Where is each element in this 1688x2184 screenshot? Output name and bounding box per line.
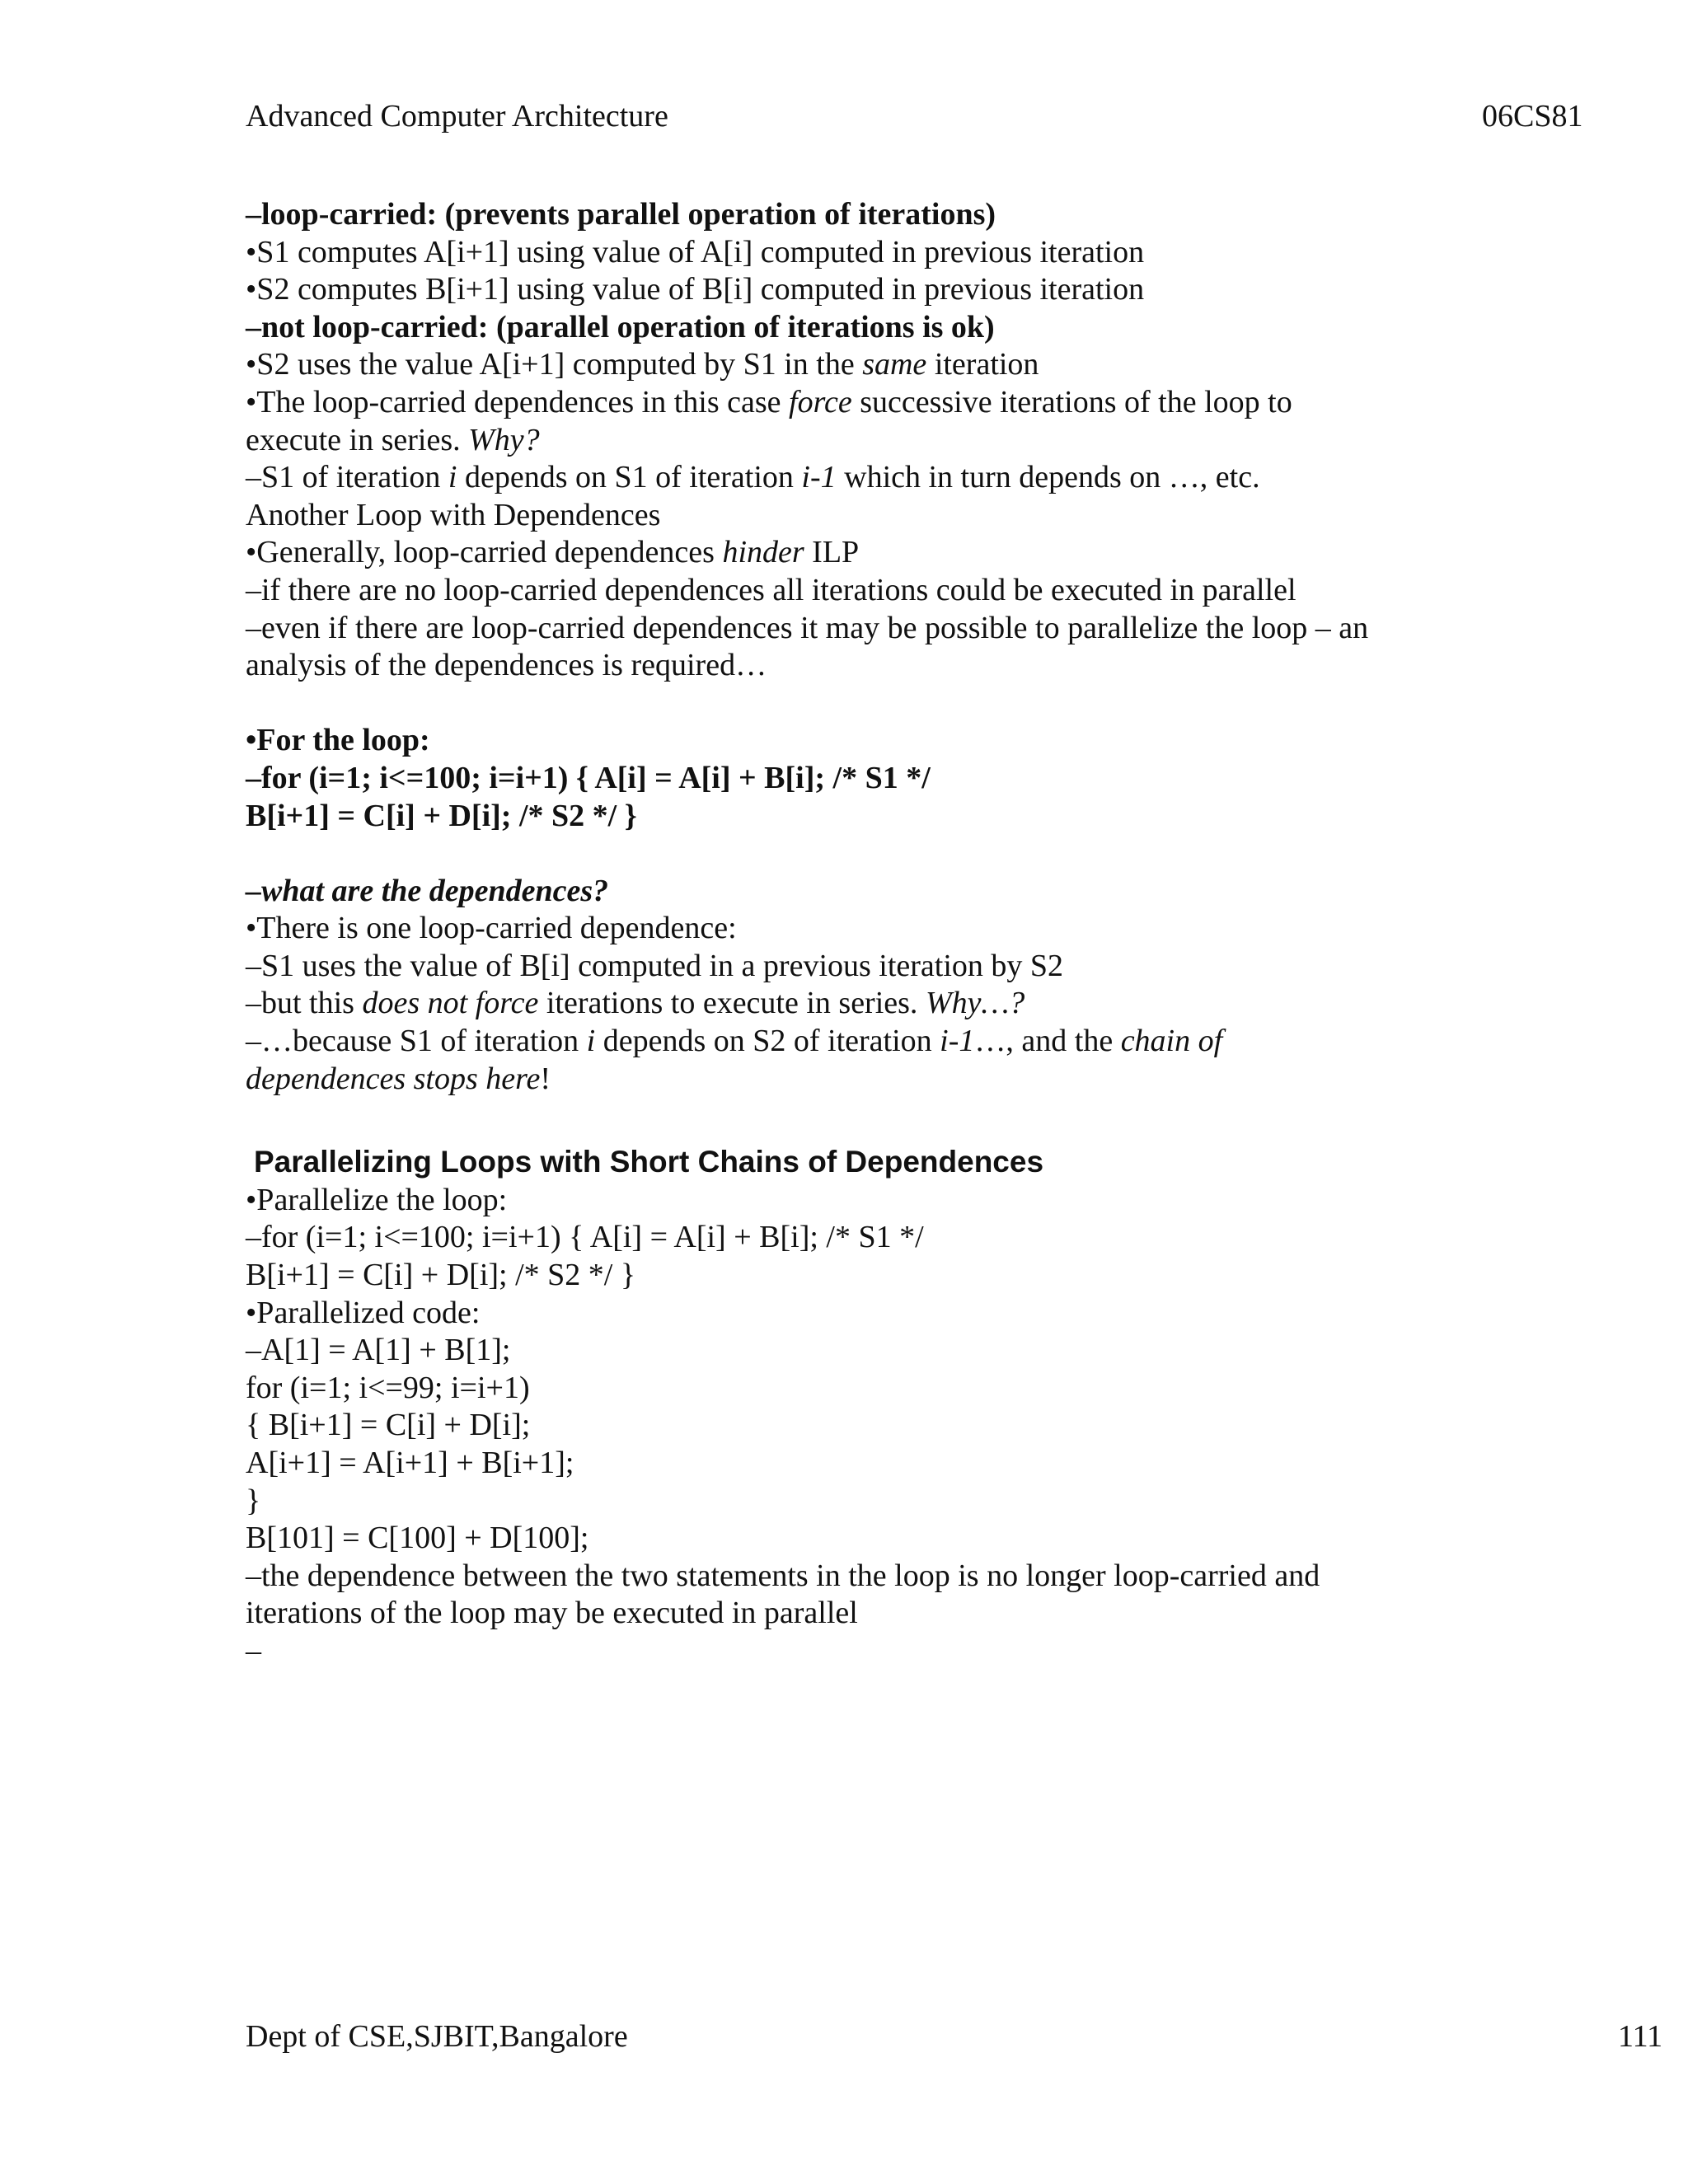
code-line: for (i=1; i<=99; i=i+1) [246,1370,530,1405]
text-line: •S1 computes A[i+1] using value of A[i] computed in previous iteration [246,234,1145,269]
text-line: –loop-carried: (prevents parallel operation of iterations) [246,197,996,232]
code-line: B[i+1] = C[i] + D[i]; /* S2 */ } [246,1258,636,1293]
text-line: –…because S1 of iteration i depends on S2 of iteration i-1…, and the chain of [246,1024,1223,1059]
page-number: 111 [1618,2019,1663,2054]
blank-line [246,1098,1449,1136]
text-line: •Parallelize the loop: [246,1182,508,1217]
text-line: •There is one loop-carried dependence: [246,911,737,946]
text-line: –even if there are loop-carried dependences it may be possible to parallelize the loop – an [246,610,1369,645]
text-line: – [246,1633,261,1668]
text-line: –what are the dependences? [246,873,609,908]
text-line: –S1 uses the value of B[i] computed in a previous iteration by S2 [246,948,1064,983]
code-line: –for (i=1; i<=100; i=i+1) { A[i] = A[i] + B[i]; /* S1 */ [246,760,931,795]
code-line: –for (i=1; i<=100; i=i+1) { A[i] = A[i] + B[i]; /* S1 */ [246,1220,924,1255]
text-line: execute in series. Why? [246,422,540,457]
page-body [246,196,1449,1671]
text-line: –not loop-carried: (parallel operation of iterations is ok) [246,309,995,344]
code-line: { B[i+1] = C[i] + D[i]; [246,1408,531,1443]
text-line: iterations of the loop may be executed in parallel [246,1596,858,1631]
section-heading: Parallelizing Loops with Short Chains of Dependences [254,1144,1044,1179]
text-line: –if there are no loop-carried dependences all iterations could be executed in parallel [246,572,1296,607]
code-line: } [246,1483,261,1518]
text-line: –S1 of iteration i depends on S1 of iteration i-1 which in turn depends on …, etc. [246,460,1260,495]
text-line: •For the loop: [246,723,430,758]
header-course-code: 06CS81 [1482,99,1583,134]
code-line: B[i+1] = C[i] + D[i]; /* S2 */ } [246,798,637,833]
code-line: B[101] = C[100] + D[100]; [246,1521,589,1556]
header-title: Advanced Computer Architecture [246,99,668,134]
text-line: •The loop-carried dependences in this case force successive iterations of the loop to [246,384,1292,419]
text-line: •S2 computes B[i+1] using value of B[i] computed in previous iteration [246,272,1145,307]
blank-line [246,685,1449,723]
code-line: –A[1] = A[1] + B[1]; [246,1333,511,1368]
code-line: A[i+1] = A[i+1] + B[i+1]; [246,1446,574,1480]
text-line: •Generally, loop-carried dependences hinder ILP [246,535,860,570]
footer-department: Dept of CSE,SJBIT,Bangalore [246,2019,628,2054]
text-line: –but this does not force iterations to execute in series. Why…? [246,986,1025,1021]
text-line: analysis of the dependences is required… [246,648,767,683]
text-line: dependences stops here! [246,1061,551,1096]
blank-line [246,835,1449,873]
text-line: Another Loop with Dependences [246,497,661,532]
text-line: •S2 uses the value A[i+1] computed by S1 in the same iteration [246,347,1039,382]
text-line: –the dependence between the two statements in the loop is no longer loop-carried and [246,1558,1320,1593]
text-line: •Parallelized code: [246,1295,481,1330]
